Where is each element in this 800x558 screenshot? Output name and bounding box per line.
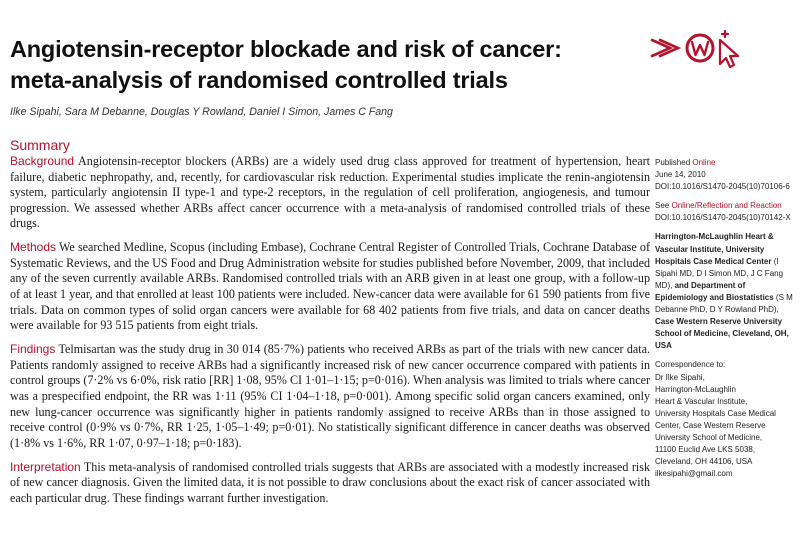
title-line-1: Angiotensin-receptor blockade and risk of cancer: <box>10 36 562 62</box>
doi-article[interactable]: DOI:10.1016/S1470-2045(10)70106-6 <box>655 182 790 192</box>
affiliation-part: Harrington-McLaughlin Heart & Vascular Institute, University Hospitals Case Medical Center <box>655 232 774 266</box>
section-background <box>10 154 650 232</box>
correspondence <box>655 359 795 480</box>
correspondence-label: Correspondence to: <box>655 360 726 370</box>
correspondence-line: Dr Ilke Sipahi, <box>655 372 705 382</box>
article-title <box>10 34 610 96</box>
published-date: June 14, 2010 <box>655 170 706 180</box>
affiliation-part: (S M Debanne PhD, D Y Rowland PhD), <box>655 292 793 315</box>
correspondence-line: Heart & Vascular Institute, <box>655 396 748 406</box>
section-text: We searched Medline, Scopus (including Embase), Cochrane Central Register of Controlled Trials, Cochrane Database of Systematic Reviews, and the US Food and Drug Administration website for studies published before November, 2009, that included any of the seven currently available ARBs. Randomised controlled trials with an ARB given in at least one group, with a follow-up of at least 1 year, and that enrolled at least 100 patients were included. New-cancer data were available for 61 590 patients from five trials. Data on common types of solid organ cancers were available for 68 402 patients from five trials, and data on cancer deaths were available for 93 515 patients from eight trials. <box>10 240 650 333</box>
correspondence-line: Center, Case Western Reserve <box>655 420 766 430</box>
affiliation-part: and Department of Epidemiology and Biostatistics <box>655 280 774 302</box>
correspondence-email[interactable]: ilkesipahi@gmail.com <box>655 469 733 479</box>
affiliation-part: (I Sipahi MD, D I Simon MD, J C Fang MD), <box>655 256 784 290</box>
author-list: Ilke Sipahi, Sara M Debanne, Douglas Y Rowland, Daniel I Simon, James C Fang <box>10 106 393 118</box>
doi-reflection[interactable]: DOI:10.1016/S1470-2045(10)70142-X <box>655 213 791 223</box>
summary-heading: Summary <box>10 137 70 153</box>
updated-logo-icon <box>648 26 748 76</box>
published-label: Published <box>655 158 693 167</box>
correspondence-line: University School of Medicine, <box>655 432 763 442</box>
section-text: This meta-analysis of randomised controlled trials suggests that ARBs are associated with a modestly increased risk of new cancer diagnosis. Given the limited data, it is not possible to draw conclusions about the exact risk of cancer associated with each particular drug. These findings warrant further investigation. <box>10 459 650 505</box>
affiliation-part: Case Western Reserve University School of Medicine, Cleveland, OH, USA <box>655 317 789 351</box>
section-label: Findings <box>10 342 56 357</box>
affiliations <box>655 231 795 352</box>
section-label: Background <box>10 154 75 168</box>
see-also <box>655 200 795 224</box>
publication-info <box>655 157 795 193</box>
section-findings <box>10 342 650 451</box>
sidebar <box>655 157 795 487</box>
correspondence-line: University Hospitals Case Medical <box>655 408 776 418</box>
title-line-2: meta-analysis of randomised controlled trials <box>10 67 508 93</box>
see-label: See <box>655 201 672 211</box>
correspondence-line: Cleveland, OH 44106, USA <box>655 457 753 467</box>
correspondence-line: Harrington-McLaughlin <box>655 384 736 394</box>
section-interpretation <box>10 460 650 507</box>
section-label: Methods <box>10 240 57 255</box>
reflection-link[interactable]: Online/Reflection and Reaction <box>671 201 782 211</box>
section-text: Telmisartan was the study drug in 30 014 (85·7%) patients who received ARBs as part of the trials with new cancer data. Patients randomly assigned to receive ARBs had a significantly increased risk of new cancer occurrence compared with patients in control groups (7·2% vs 6·0%, risk ratio [RR] 1·08, 95% CI 1·01–1·15; p=0·016). When analysis was limited to trials where cancer was a prespecified endpoint, the RR was 1·11 (95% CI 1·04–1·18, p=0·001). Among specific solid organ cancers examined, only new lung-cancer occurrence was significantly higher in patients randomly assigned to receive ARBs than in those assigned to receive control (0·9% vs 0·7%, RR 1·25, 1·05–1·49; p=0·01). No statistically significant difference in cancer deaths was observed (1·8% vs 1·6%, RR 1·07, 0·97–1·18; p=0·183). <box>10 342 650 450</box>
section-methods <box>10 240 650 334</box>
published-online-link[interactable]: Online <box>692 158 716 167</box>
abstract-body <box>10 154 650 515</box>
section-text: Angiotensin-receptor blockers (ARBs) are a widely used drug class approved for treatment of hypertension, heart failure, diabetic nephropathy, and, recently, for cardiovascular risk reduction. Experimental studies implicate the renin-angiotensin system, particularly angiotensin II type-1 and type-2 receptors, in the regulation of cell proliferation, angiogenesis, and tumour progression. We assessed whether ARBs affect cancer occurrence with a meta-analysis of randomised controlled trials of these drugs. <box>10 154 650 231</box>
section-label: Interpretation <box>10 459 81 474</box>
correspondence-line: 11100 Euclid Ave LKS 5038, <box>655 445 756 455</box>
